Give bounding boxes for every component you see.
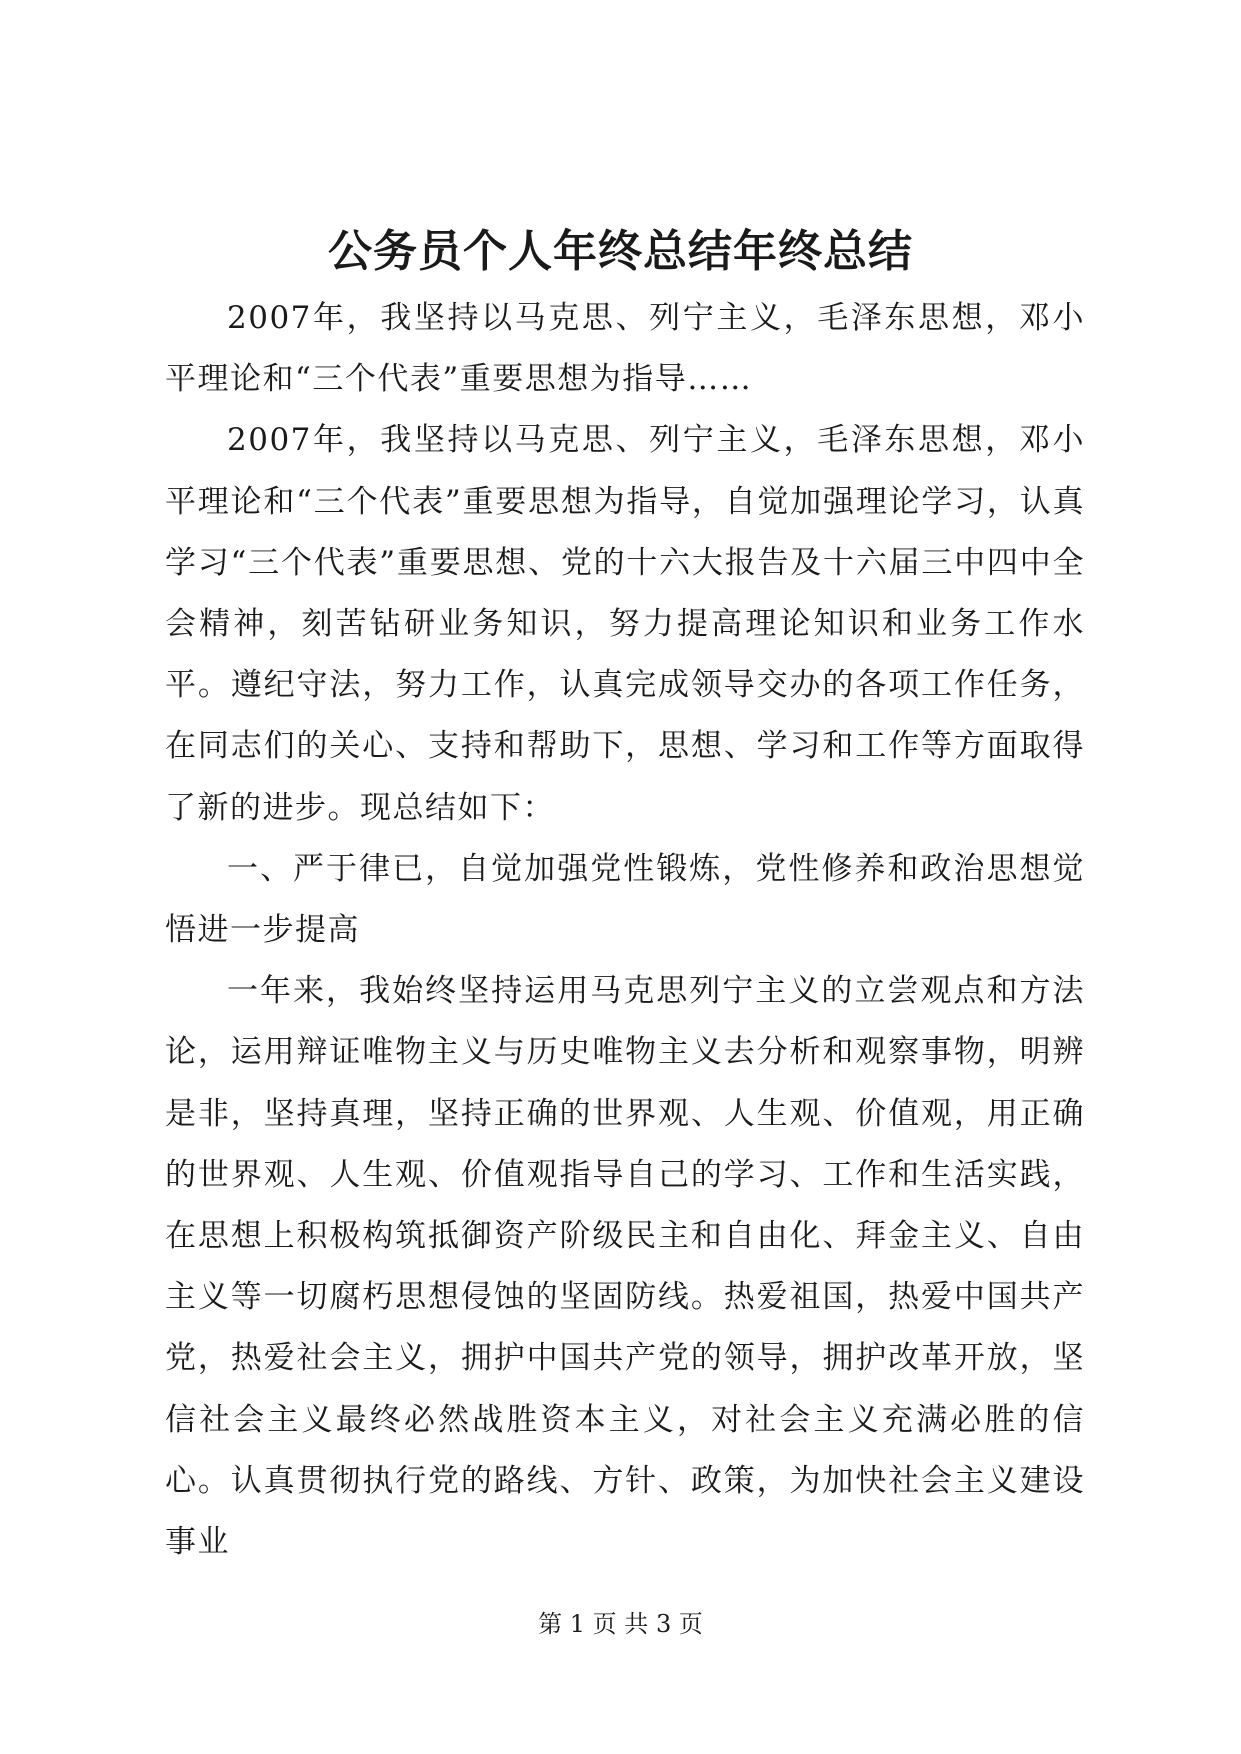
paragraph-intro-summary: 2007年，我坚持以马克思、列宁主义，毛泽东思想，邓小平理论和“三个代表”重要思想为指导……: [165, 300, 1085, 398]
page-footer: [0, 1608, 1241, 1640]
section-heading-1: 一、严于律已，自觉加强党性锻炼，党性修养和政治思想觉悟进一步提高: [165, 850, 1085, 949]
page-number-label: 第 1 页 共 3 页: [538, 1610, 703, 1638]
document-title: 公务员个人年终总结年终总结: [328, 226, 913, 277]
paragraph-intro-full: 2007年，我坚持以马克思、列宁主义，毛泽东思想，邓小平理论和“三个代表”重要思想为指导，自觉加强理论学习，认真学习“三个代表”重要思想、党的十六大报告及十六届三中四中全会精神，刻苦钻研业务知识，努力提高理论知识和业务工作水平。遵纪守法，努力工作，认真完成领导交办的各项工作任务，在同志们的关心、支持和帮助下，思想、学习和工作等方面取得了新的进步。现总结如下：: [165, 422, 1085, 826]
paragraph-section-1-body: 一年来，我始终坚持运用马克思列宁主义的立尝观点和方法论，运用辩证唯物主义与历史唯物主义去分析和观察事物，明辨是非，坚持真理，坚持正确的世界观、人生观、价值观，用正确的世界观、人生观、价值观指导自己的学习、工作和生活实践，在思想上积极构筑抵御资产阶级民主和自由化、拜金主义、自由主义等一切腐朽思想侵蚀的坚固防线。热爱祖国，热爱中国共产党，热爱社会主义，拥护中国共产党的领导，拥护改革开放，坚信社会主义最终必然战胜资本主义，对社会主义充满必胜的信心。认真贯彻执行党的路线、方针、政策，为加快社会主义建设事业: [165, 973, 1085, 1561]
document-body: [165, 288, 1085, 1573]
